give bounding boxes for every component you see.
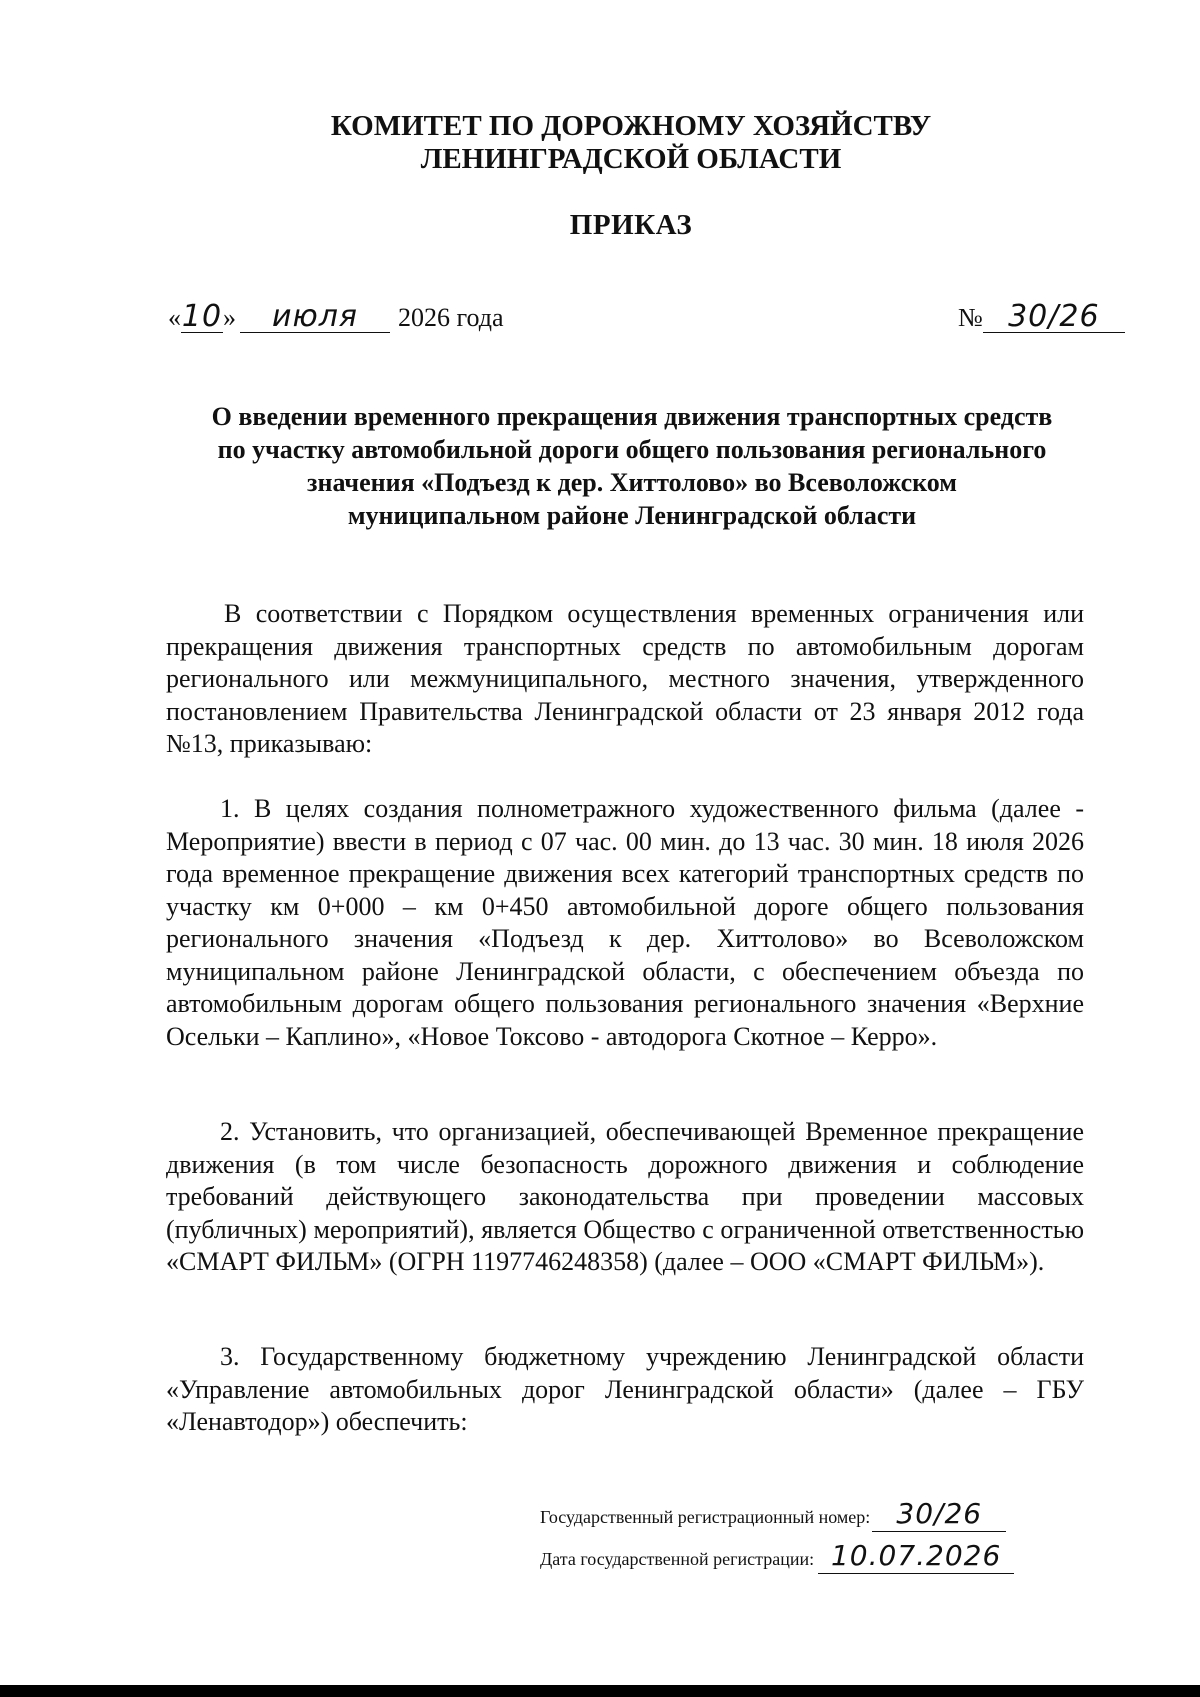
scan-edge-bar	[0, 1685, 1200, 1697]
order-item-2: 2. Установить, что организацией, обеспечивающей Временное прекращение движения (в том числе безопасность дорожного движения и соблюдение требований действующего законодательства при проведении массовых (публичных) мероприятий), является Общество с ограниченной ответственностью «СМАРТ ФИЛЬМ» (ОГРН 1197746248358) (далее – ООО «СМАРТ ФИЛЬМ»).	[166, 1117, 1084, 1276]
subject-line3: значения «Подъезд к дер. Хиттолово» во Всеволожском	[307, 468, 957, 497]
order-number-handwritten: 30/26	[1008, 299, 1100, 334]
document-type-title: ПРИКАЗ	[569, 209, 693, 241]
date-month-field	[240, 299, 390, 334]
registration-number-handwritten: 30/26	[896, 1497, 983, 1530]
intro-paragraph: В соответствии с Порядком осуществления временных ограничения или прекращения движения транспортных средств по автомобильным дорогам регионального или межмуниципального, местного значения, утвержденного постановлением Правительства Ленинградской области от 23 января 2012 года №13, приказываю:	[166, 599, 1084, 758]
order-number-field	[983, 299, 1125, 334]
registration-number-label: Государственный регистрационный номер:	[540, 1507, 871, 1527]
order-number-line	[958, 301, 1125, 335]
date-day-handwritten: 10	[181, 299, 223, 334]
organization-name-line1: КОМИТЕТ ПО ДОРОЖНОМУ ХОЗЯЙСТВУ	[330, 110, 932, 142]
date-month-handwritten: июля	[272, 299, 358, 334]
subject-line4: муниципальном районе Ленинградской области	[347, 501, 917, 530]
registration-date-line	[540, 1539, 1100, 1574]
date-day-field	[181, 299, 223, 334]
date-close-quote: »	[223, 303, 236, 332]
organization-name	[0, 110, 1200, 176]
subject-line1: О введении временного прекращения движения транспортных средств	[211, 402, 1053, 431]
order-item-1: 1. В целях создания полнометражного художественного фильма (далее - Мероприятие) ввести в период с 07 час. 00 мин. до 13 час. 30 мин. 18 июля 2026 года временное прекращение движения всех категорий транспортных средств по участку км 0+000 – км 0+450 автомобильной дороге общего пользования регионального значения «Подъезд к дер. Хиттолово» во Всеволожском муниципальном районе Ленинградской области, с обеспечением объезда по автомобильным дорогам общего пользования регионального значения «Верхние Осельки – Каплино», «Новое Токсово - автодорога Скотное – Керро».	[166, 794, 1084, 1051]
number-prefix: №	[958, 303, 983, 332]
order-subject-heading	[160, 400, 1104, 532]
registration-date-label: Дата государственной регистрации:	[540, 1549, 815, 1569]
date-open-quote: «	[168, 303, 181, 332]
registration-date-handwritten: 10.07.2026	[830, 1539, 1002, 1572]
date-year-text: 2026 года	[398, 303, 504, 332]
organization-name-line2: ЛЕНИНГРАДСКОЙ ОБЛАСТИ	[420, 143, 842, 175]
registration-number-line	[540, 1497, 1100, 1532]
registration-date-field	[818, 1539, 1014, 1574]
subject-line2: по участку автомобильной дороги общего пользования регионального	[217, 435, 1047, 464]
registration-number-field	[872, 1497, 1006, 1532]
order-item-3: 3. Государственному бюджетному учреждению Ленинградской области «Управление автомобильных дорог Ленинградской области» (далее – ГБУ «Ленавтодор») обеспечить:	[166, 1342, 1084, 1436]
order-date-line	[168, 301, 504, 335]
